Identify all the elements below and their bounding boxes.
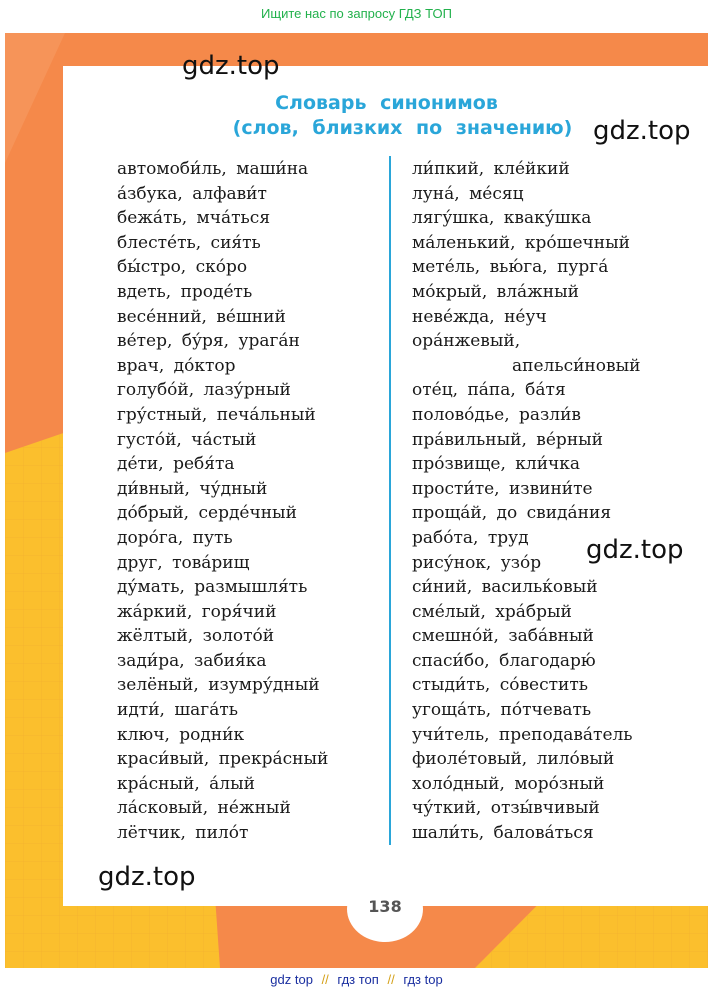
- synonym-entry: ве́тер, бу́ря, урага́н: [117, 331, 300, 352]
- synonym-entry: до́брый, серде́чный: [117, 503, 297, 524]
- synonym-entry: си́ний, васильќовый: [412, 577, 598, 598]
- synonym-entry: мо́крый, вла́жный: [412, 281, 579, 302]
- synonym-entry: фиоле́товый, лило́вый: [412, 749, 615, 770]
- synonym-entry: пра́вильный, ве́рный: [412, 429, 604, 450]
- synonym-entry: ора́нжевый,: [412, 331, 521, 352]
- synonym-entry: вдеть, проде́ть: [117, 281, 253, 302]
- synonym-entry: проща́й, до свида́ния: [412, 503, 612, 524]
- synonym-entry: гру́стный, печа́льный: [117, 404, 316, 425]
- footer-link[interactable]: гдз top: [403, 972, 443, 987]
- synonyms-right-column: [412, 157, 640, 846]
- synonym-entry: зелёный, изумру́дный: [117, 675, 320, 696]
- synonyms-left-column: [117, 157, 328, 846]
- synonym-entry: автомоби́ль, маши́на: [117, 159, 309, 179]
- synonym-entry: ла́сковый, не́жный: [117, 798, 291, 819]
- synonym-entry: стыди́ть, со́вестить: [412, 675, 589, 696]
- synonym-entry: а́збука, алфави́т: [117, 183, 267, 204]
- synonym-entry: сме́лый, хра́брый: [412, 601, 572, 622]
- synonym-entry: друг, това́рищ: [117, 552, 250, 573]
- synonym-entry: шали́ть, балова́ться: [412, 823, 594, 844]
- synonym-entry: зади́ра, забия́ка: [117, 650, 267, 671]
- synonym-entry: ду́мать, размышля́ть: [117, 577, 308, 598]
- title-line-1: Словарь синонимов: [275, 92, 498, 114]
- synonym-entry: ди́вный, чу́дный: [117, 478, 268, 499]
- footer-separator: //: [387, 972, 395, 987]
- synonym-entry: жа́ркий, горя́чий: [117, 601, 277, 622]
- synonym-entry: блесте́ть, сия́ть: [117, 232, 261, 253]
- synonym-entry: мете́ль, вью́га, пурга́: [412, 257, 609, 278]
- page-number: 138: [368, 897, 402, 916]
- synonym-entry: идти́, шага́ть: [117, 700, 238, 721]
- synonym-entry: учи́тель, преподава́тель: [412, 724, 633, 745]
- synonym-entry: врач, до́ктор: [117, 355, 236, 376]
- synonym-entry: холо́дный, моро́зный: [412, 773, 605, 794]
- watermark: gdz.top: [182, 51, 280, 81]
- synonym-entry: лётчик, пило́т: [117, 823, 249, 844]
- synonym-entry: доро́га, путь: [117, 527, 233, 548]
- watermark: gdz.top: [593, 116, 691, 146]
- synonym-entry: луна́, ме́сяц: [412, 183, 524, 204]
- synonym-entry: про́звище, кли́чка: [412, 454, 581, 475]
- synonym-entry: угоща́ть, по́тчевать: [412, 700, 592, 721]
- synonym-entry: лягу́шка, кваку́шка: [412, 208, 592, 229]
- synonym-entry: де́ти, ребя́та: [117, 454, 235, 475]
- top-banner[interactable]: Ищите нас по запросу ГДЗ ТОП: [261, 6, 452, 21]
- synonym-entry: бежа́ть, мча́ться: [117, 208, 271, 229]
- footer-link[interactable]: gdz top: [270, 972, 313, 987]
- synonym-entry: голубо́й, лазу́рный: [117, 380, 291, 401]
- synonym-entry: оте́ц, па́па, ба́тя: [412, 380, 566, 401]
- synonym-entry: весе́нний, ве́шний: [117, 306, 286, 327]
- footer-links: [0, 972, 713, 987]
- synonym-entry: густо́й, ча́стый: [117, 429, 257, 450]
- column-divider: [389, 156, 391, 845]
- synonym-entry: полово́дье, разли́в: [412, 404, 581, 425]
- synonym-entry: спаси́бо, благодарю́: [412, 650, 596, 671]
- synonym-entry: ли́пкий, кле́йкий: [412, 159, 570, 179]
- synonym-entry-continuation: апельси́новый: [512, 355, 641, 376]
- synonym-entry: рису́нок, узо́р: [412, 552, 542, 573]
- synonym-entry: кра́сный, а́лый: [117, 773, 255, 794]
- title-line-2: (слов, близких по значению): [232, 117, 573, 139]
- synonym-entry: ключ, родни́к: [117, 724, 245, 745]
- footer-link[interactable]: гдз топ: [337, 972, 379, 987]
- synonym-entry: неве́жда, не́уч: [412, 306, 547, 327]
- synonym-entry: прости́те, извини́те: [412, 478, 593, 499]
- synonym-entry: краси́вый, прекра́сный: [117, 749, 329, 770]
- synonym-entry: жёлтый, золото́й: [117, 626, 275, 647]
- watermark: gdz.top: [98, 862, 196, 892]
- synonym-entry: смешно́й, заба́вный: [412, 626, 594, 647]
- synonym-entry: рабо́та, труд: [412, 527, 529, 548]
- watermark: gdz.top: [586, 535, 684, 565]
- synonym-entry: бы́стро, ско́ро: [117, 257, 248, 278]
- synonym-entry: ма́ленький, кро́шечный: [412, 232, 630, 253]
- footer-separator: //: [321, 972, 329, 987]
- synonym-entry: чу́ткий, отзы́вчивый: [412, 798, 600, 819]
